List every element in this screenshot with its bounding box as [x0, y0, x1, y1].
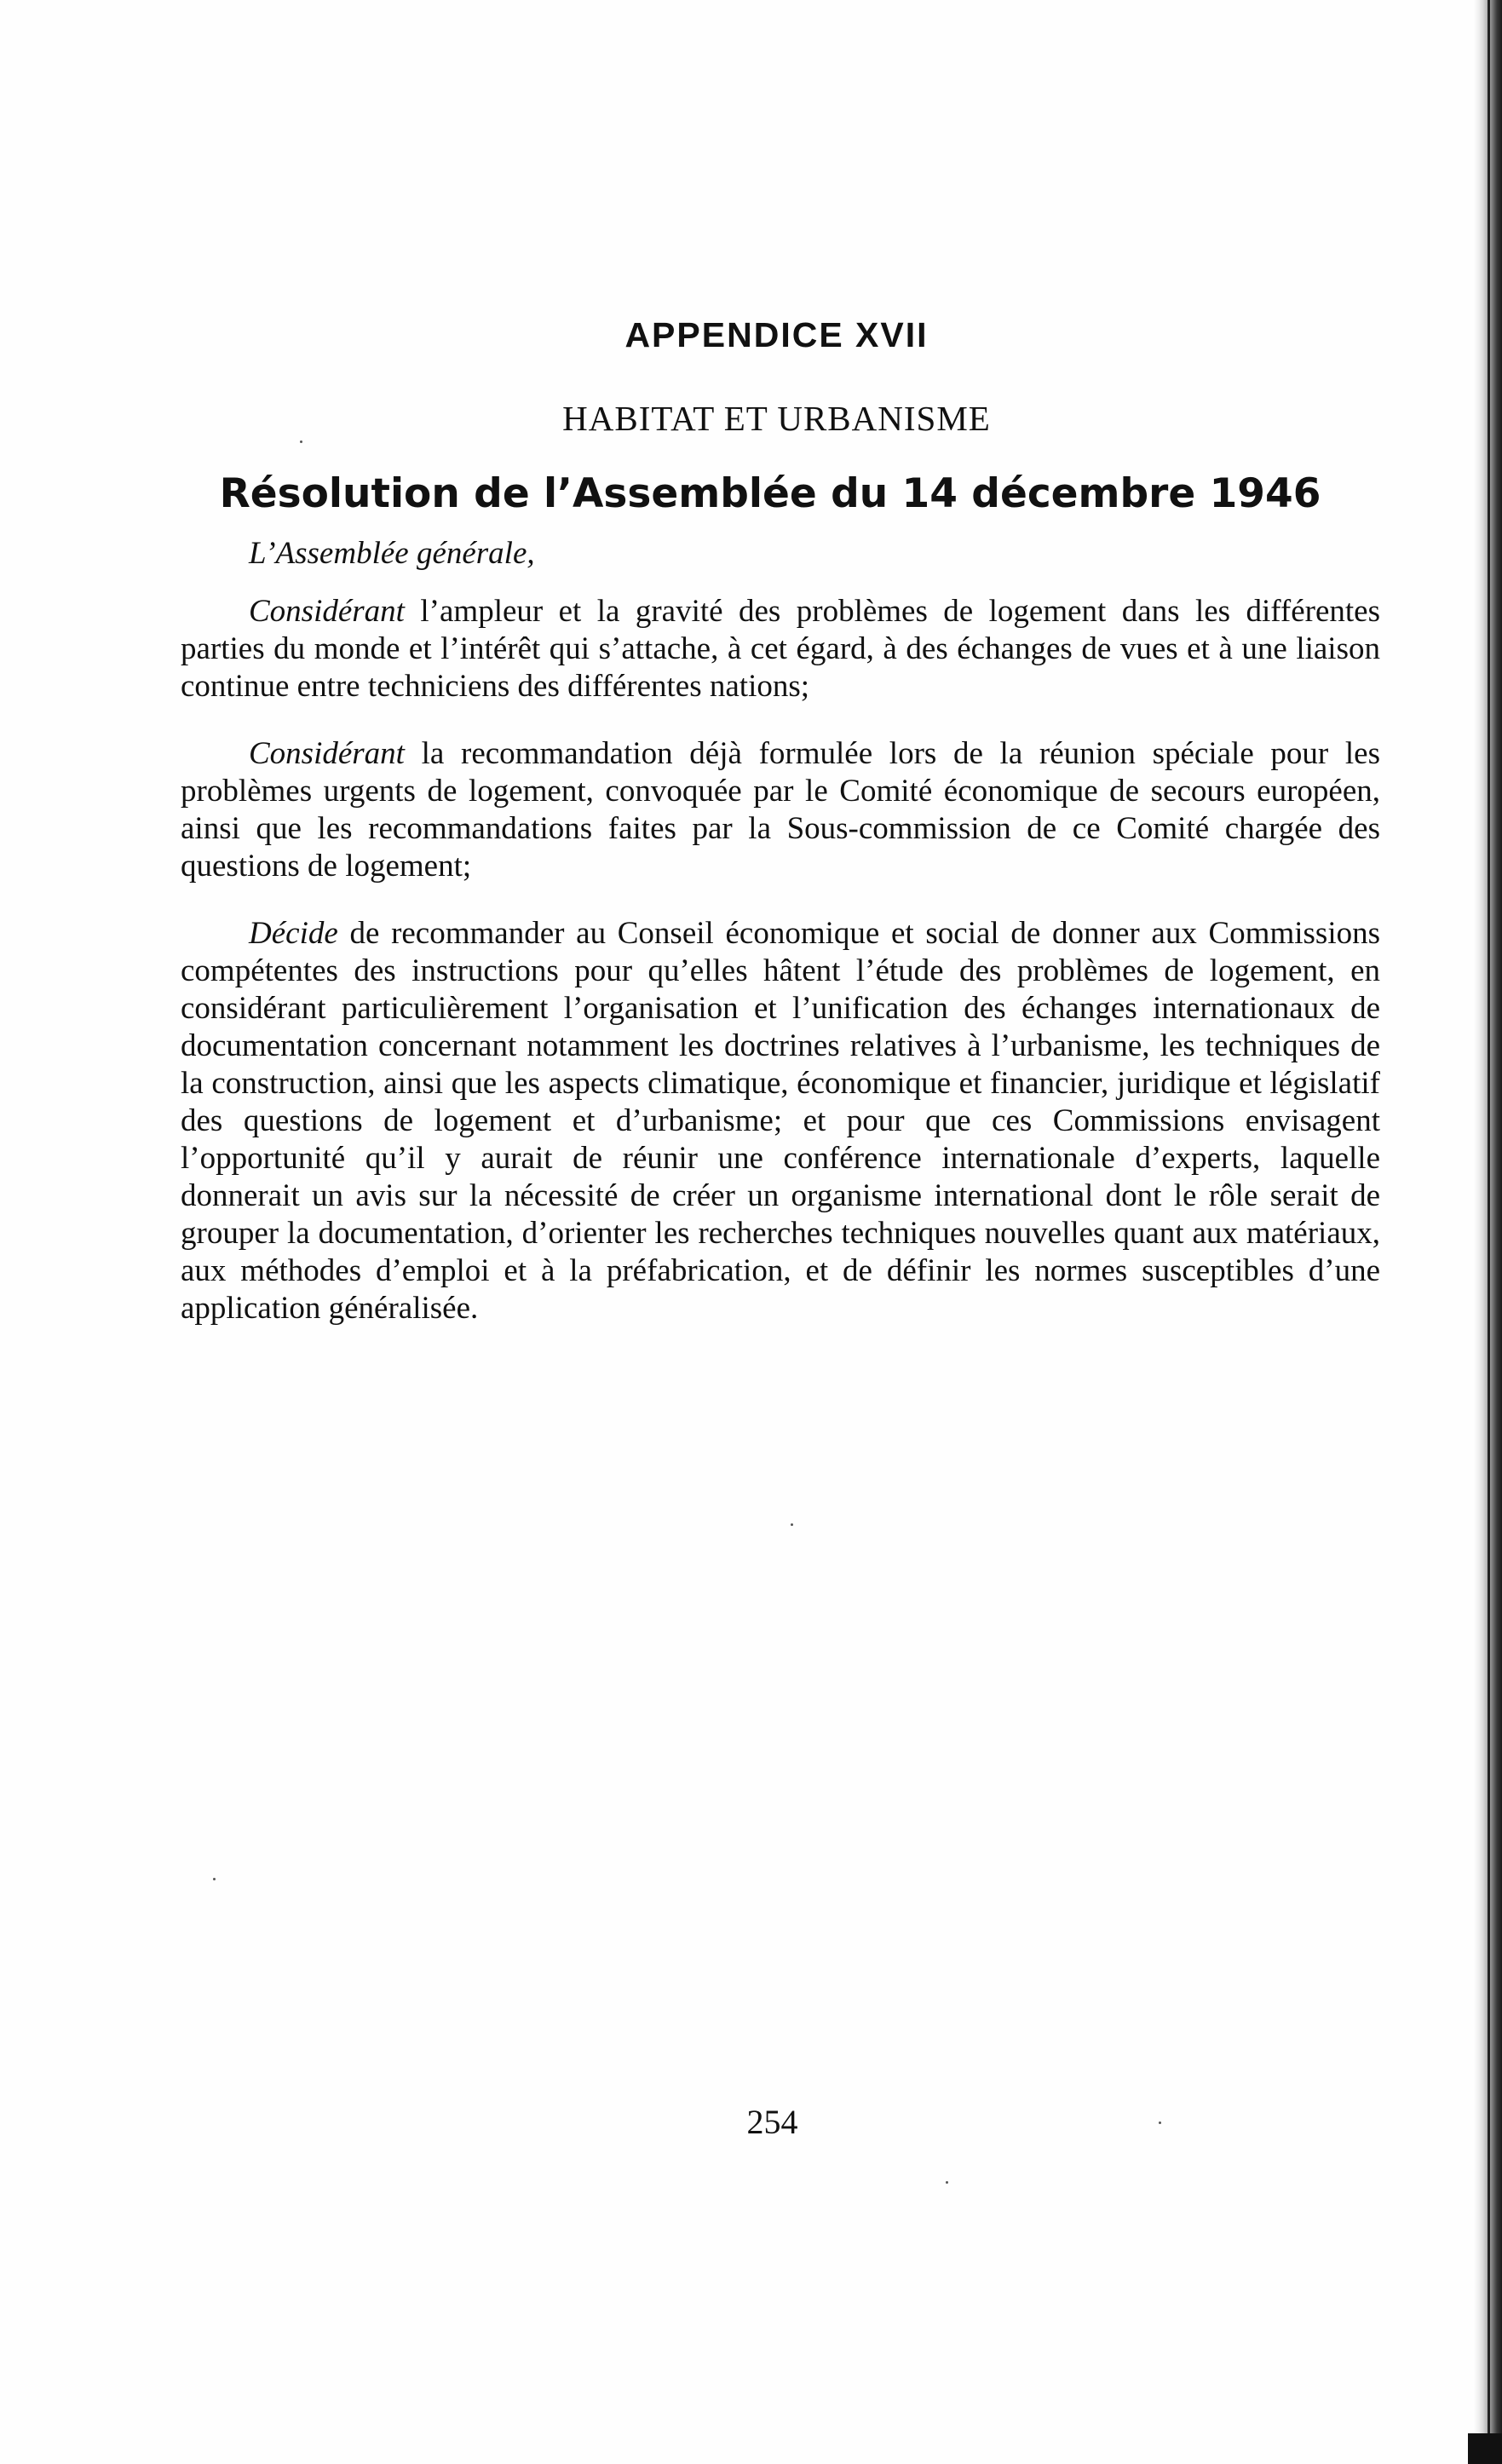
paragraph-lead: Décide [249, 916, 338, 951]
scan-speck [791, 1523, 793, 1526]
paragraph-text: l’ampleur et la gravité des problèmes de logement dans les différentes parties du monde et l’intérêt qui s’attache, à cet égard, à des échanges de vues et à une liaison continue entre techniciens des différentes nations; [181, 594, 1380, 704]
appendix-heading: APPENDICE XVII [624, 315, 929, 354]
salutation: L’Assemblée générale, [249, 536, 535, 571]
resolution-body [181, 535, 1380, 1357]
binding-edge-corner [1468, 2433, 1502, 2464]
paragraph-considerant-2 [181, 735, 1380, 885]
scan-speck [213, 1878, 216, 1880]
scan-speck [946, 2181, 948, 2184]
subject-heading: HABITAT ET URBANISME [562, 399, 991, 438]
paragraph-text: de recommander au Conseil économique et social de donner aux Commissions compétentes des instructions pour qu’elles hâtent l’étude des problèmes de logement, en considérant particulièrement l’organisation et l’unification des échanges internationaux de documentation concernant notamment les doctrines relatives à l’urbanisme, les techniques de la construction, ainsi que les aspects climatique, économique et financier, juridique et législatif des questions de logement et d’urbanisme; et pour que ces Commissions envisagent l’opportunité qu’il y aurait de réunir une conférence internationale d’experts, laquelle donnerait un avis sur la nécessité de créer un organisme international dont le rôle serait de grouper la documentation, d’orienter les recherches techniques nouvelles quant aux matériaux, aux méthodes d’emploi et à la préfabrication, et de définir les normes susceptibles d’une application généralisée. [181, 916, 1380, 1326]
page-number: 254 [746, 2103, 798, 2141]
binding-edge-line [1488, 0, 1490, 2464]
paragraph-lead: Considérant [249, 594, 405, 629]
paragraph-considerant-1 [181, 593, 1380, 705]
paragraph-text: la recommandation déjà formulée lors de la réunion spéciale pour les problèmes urgents de logement, convoquée par le Comité économique de secours européen, ainsi que les recommandations faites par la Sous-commission de ce Comité chargée des questions de logement; [181, 736, 1380, 884]
scan-speck [300, 440, 302, 443]
resolution-title: Résolution de l’Assemblée du 14 décembre 1946 [219, 470, 1321, 517]
paragraph-decide [181, 915, 1380, 1327]
paragraph-lead: Considérant [249, 736, 405, 771]
